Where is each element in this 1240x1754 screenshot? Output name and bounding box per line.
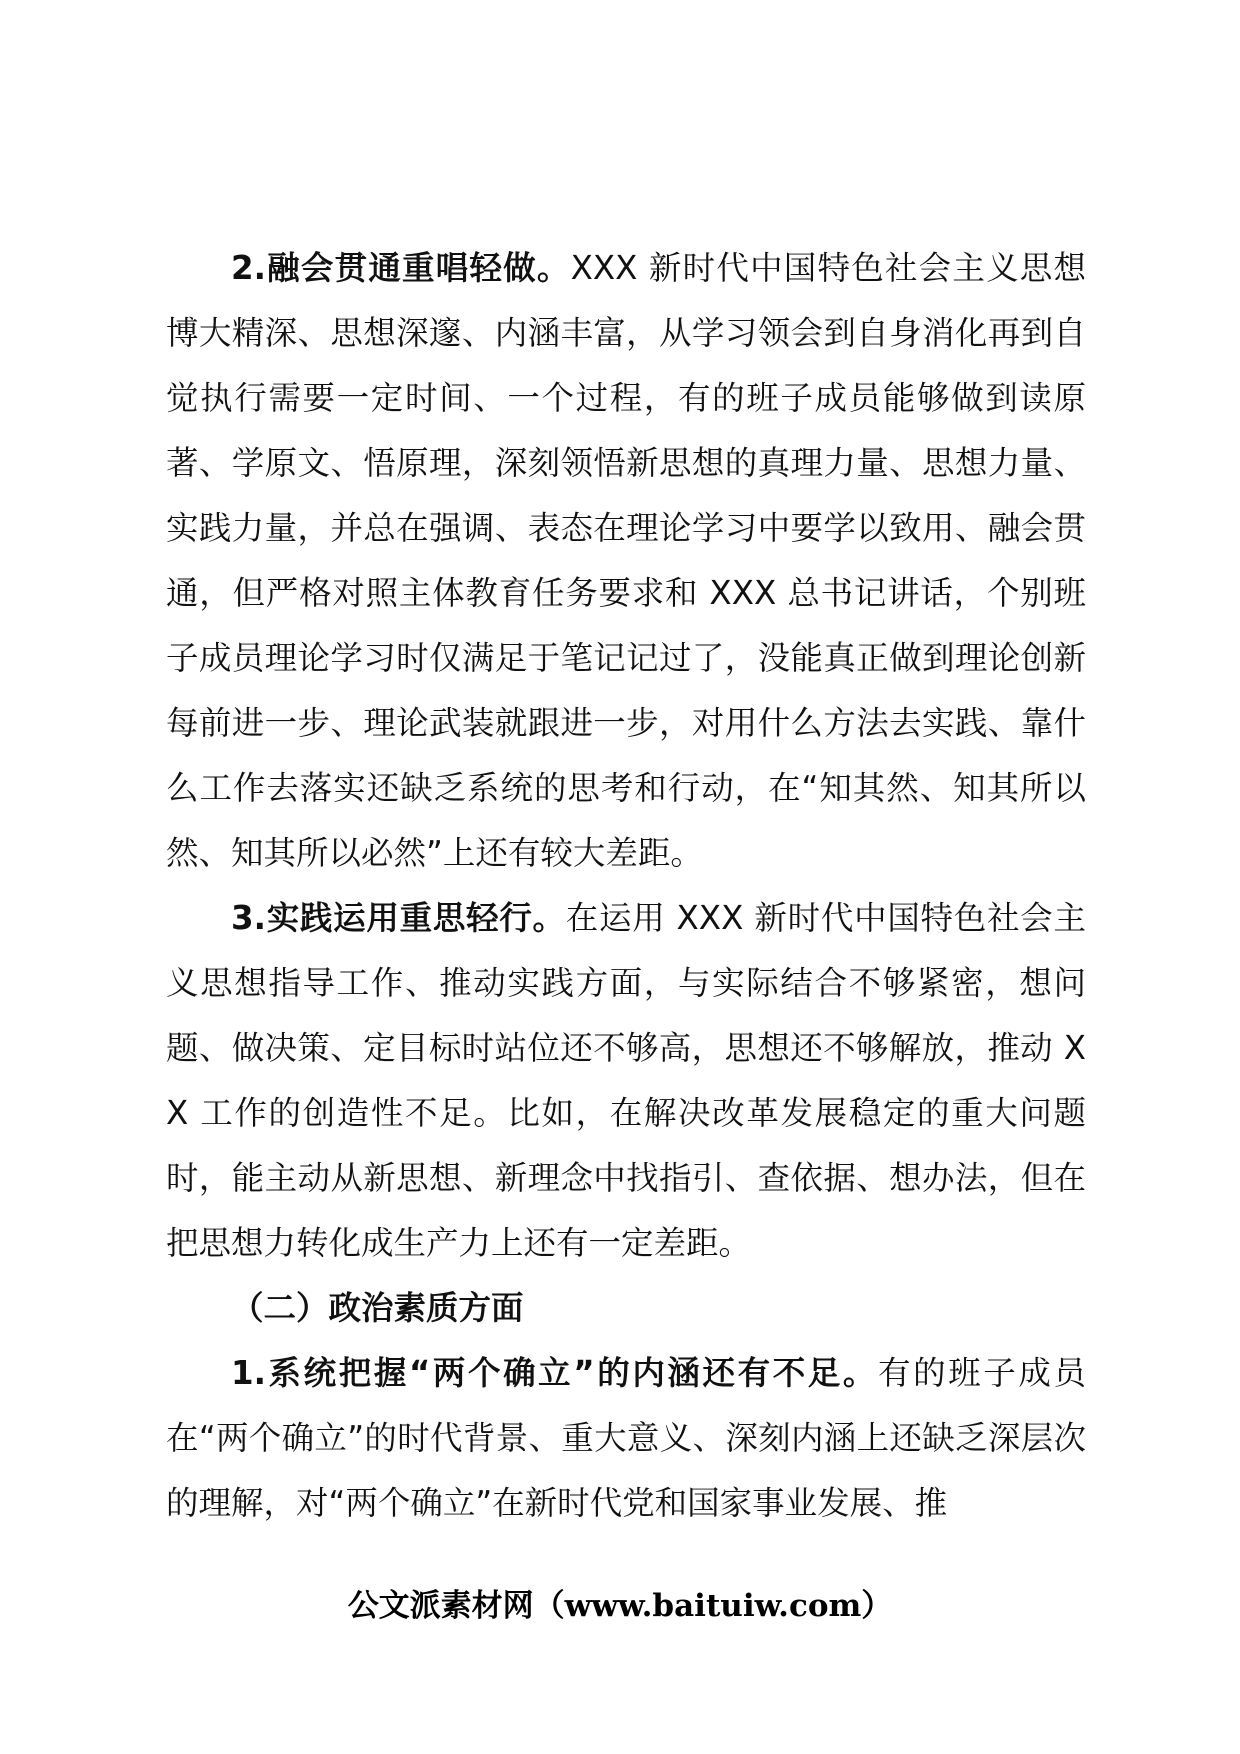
paragraph-integration bbox=[166, 236, 1086, 886]
paragraph-lead: 1.系统把握“两个确立”的内涵还有不足。 bbox=[231, 1354, 878, 1392]
document-body bbox=[166, 236, 1086, 1536]
paragraph-text: 在运用 XXX 新时代中国特色社会主义思想指导工作、推动实践方面，与实际结合不够紧密，想问题、做决策、定目标时站位还不够高，思想还不够解放，推动 XX 工作的创造性不足。比如，在解决改革发展稳定的重大问题时，能主动从新思想、新理念中找指引、查依据、想办法，但在把思想力转化成生产力上还有一定差距。 bbox=[166, 899, 1086, 1262]
footer-watermark: 公文派素材网（www.baituiw.com） bbox=[347, 1588, 893, 1624]
paragraph-lead: 3.实践运用重思轻行。 bbox=[231, 899, 566, 937]
section-heading: （二）政治素质方面 bbox=[231, 1289, 524, 1327]
paragraph-practice bbox=[166, 886, 1086, 1276]
paragraph-text: 有的班子成员在“两个确立”的时代背景、重大意义、深刻内涵上还缺乏深层次的理解，对“两个确立”在新时代党和国家事业发展、推 bbox=[166, 1354, 1086, 1522]
paragraph-two-establishments bbox=[166, 1341, 1086, 1536]
paragraph-text: XXX 新时代中国特色社会主义思想博大精深、思想深邃、内涵丰富，从学习领会到自身消化再到自觉执行需要一定时间、一个过程，有的班子成员能够做到读原著、学原文、悟原理，深刻领悟新思想的真理力量、思想力量、实践力量，并总在强调、表态在理论学习中要学以致用、融会贯通，但严格对照主体教育任务要求和 XXX 总书记讲话，个别班子成员理论学习时仅满足于笔记记过了，没能真正做到理论创新每前进一步、理论武装就跟进一步，对用什么方法去实践、靠什么工作去落实还缺乏系统的思考和行动，在“知其然、知其所以然、知其所以必然”上还有较大差距。 bbox=[166, 249, 1086, 872]
paragraph-lead: 2.融会贯通重唱轻做。 bbox=[231, 249, 571, 287]
